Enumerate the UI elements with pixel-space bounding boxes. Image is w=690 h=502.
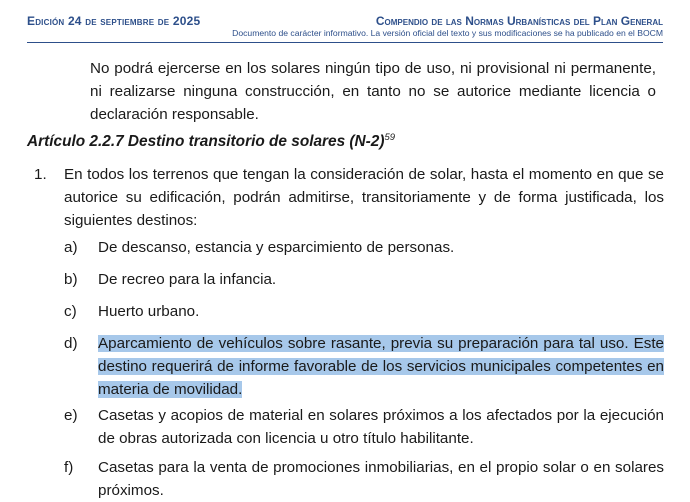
list-item-letter: a) [64, 239, 78, 256]
list-item-text: Huerto urbano. [98, 303, 200, 320]
list-item-text: Casetas y acopios de material en solares próximos a los afectados por la ejecución de obras autorizada con licencia u otro título habilitante. [98, 407, 664, 447]
item-text[interactable]: En todos los terrenos que tengan la consideración de solar, hasta el momento en que se autorice su edificación, podrán admitirse, transitoriamente y de forma justificada, los siguientes destinos: [64, 166, 664, 229]
selected-text[interactable]: Aparcamiento de vehículos sobre rasante, previa su preparación para tal uso. Este destino requerirá de informe favorable de los servicios municipales competentes en materia de movilidad. [98, 335, 664, 398]
list-item-letter: e) [64, 407, 78, 424]
header-subtitle: Documento de carácter informativo. La versión oficial del texto y sus modificaciones se ha publicado en el BOCM [232, 28, 663, 38]
article-heading[interactable] [27, 132, 395, 151]
list-item-letter: c) [64, 303, 77, 320]
edition-date: Edición 24 de septiembre de 2025 [27, 14, 201, 28]
list-item-letter: d) [64, 335, 78, 352]
article-title: Artículo 2.2.7 Destino transitorio de solares (N-2) [27, 133, 385, 151]
compendium-title: Compendio de las Normas Urbanísticas del Plan General [375, 14, 663, 28]
list-item-text: Casetas para la venta de promociones inmobiliarias, en el propio solar o en solares próximos. [98, 459, 664, 499]
list-item-letter: b) [64, 271, 78, 288]
item-number: 1. [34, 166, 47, 183]
list-item-text-wrapper [98, 332, 664, 401]
footnote-ref[interactable]: 59 [384, 132, 396, 143]
list-item-text: De recreo para la infancia. [98, 271, 277, 288]
list-item-text: De descanso, estancia y esparcimiento de personas. [98, 239, 455, 256]
intro-paragraph[interactable]: No podrá ejercerse en los solares ningún tipo de uso, ni provisional ni permanente, ni realizarse ninguna construcción, en tanto no se autorice mediante licencia o declaración responsable. [90, 60, 656, 123]
page-header [27, 12, 663, 43]
list-item-letter: f) [64, 459, 74, 476]
